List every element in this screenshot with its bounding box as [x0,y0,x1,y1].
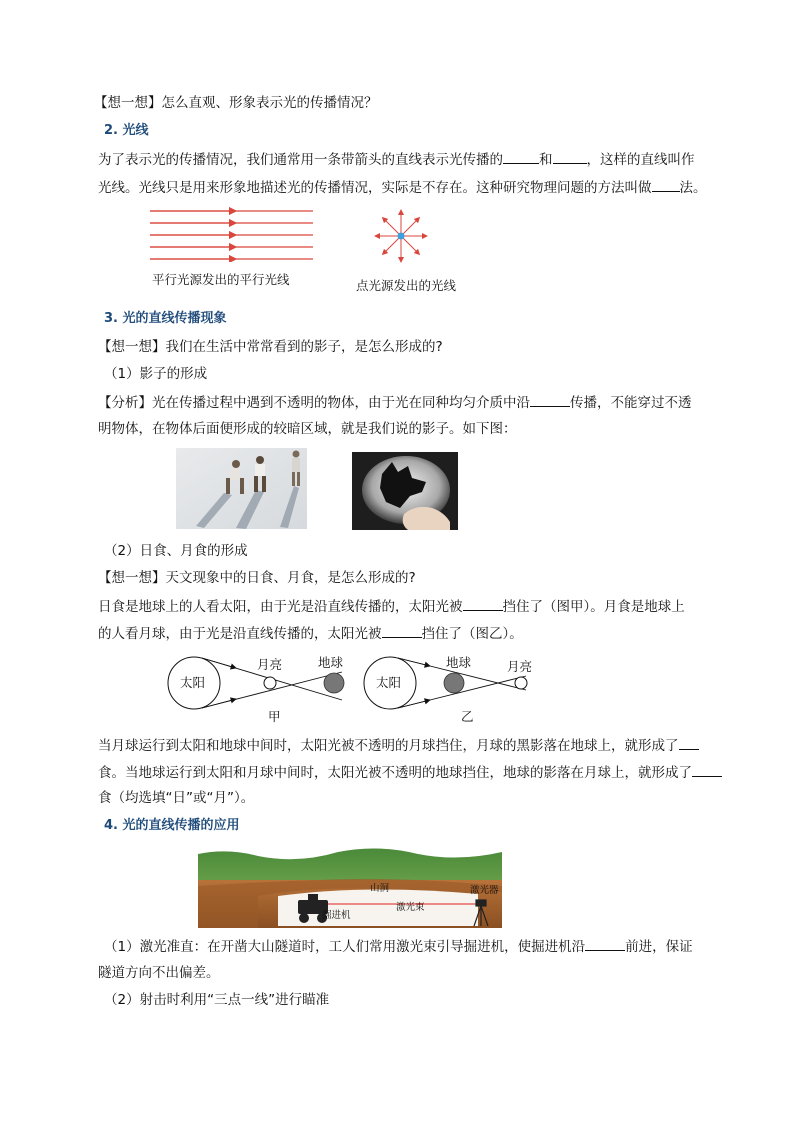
eclipse-line-2 [98,623,523,644]
tunnel-cave-label: 山洞 [370,883,390,894]
eclipse-explain-line-3: 食（均选填“日”或“月”）。 [98,790,255,806]
text-segment: 传播，不能穿过不透 [570,395,692,411]
fill-blank [679,735,699,750]
text-segment: 前进，保证 [625,939,693,955]
eclipse-explain-line-1 [98,735,699,756]
think-question-2: 【想一想】我们在生活中常常看到的影子，是怎么形成的? [98,339,443,355]
fill-blank [652,177,680,192]
paragraph-light-ray-line-2 [98,177,707,198]
eclipse-diagrams [166,650,536,730]
subheading-eclipse: （2）日食、月食的形成 [104,543,248,559]
tunnel-beam-label: 激光束 [396,902,425,913]
text-segment: 法。 [679,180,707,196]
diagram2-sun-label: 太阳 [376,675,402,690]
fill-blank [692,762,722,777]
parallel-rays-figure [148,206,318,262]
point-source-figure [374,209,428,263]
people-shadow-photo [176,448,307,529]
text-segment: ，这样的直线叫作 [586,152,695,168]
text-segment: 光线。光线只是用来形象地描述光的传播情况，实际是不存在。这种研究物理问题的方法叫做 [98,180,652,196]
hand-shadow-photo [352,452,458,530]
text-segment: 和 [539,152,553,168]
fill-blank [382,623,422,638]
diagram1-caption: 甲 [268,709,281,724]
section-2-title: 2. 光线 [104,123,149,138]
text-segment: 食。当地球运行到太阳和月球中间时，太阳光被不透明的地球挡住，地球的影落在月球上，就形成了 [98,765,692,781]
text-segment: 日食是地球上的人看太阳，由于光是沿直线传播的，太阳光被 [98,599,463,615]
text-segment: 为了表示光的传播情况，我们通常用一条带箭头的直线表示光传播的 [98,152,503,168]
parallel-rays-caption: 平行光源发出的平行光线 [152,272,290,287]
diagram2-caption: 乙 [461,709,474,724]
text-segment: 【分析】光在传播过程中遇到不透明的物体，由于光在同种均匀介质中沿 [98,395,530,411]
fill-blank [503,149,539,164]
eclipse-line-1 [98,596,685,617]
text-segment: 当月球运行到太阳和地球中间时，太阳光被不透明的月球挡住，月球的黑影落在地球上，就形成了 [98,738,679,754]
section-4-title: 4. 光的直线传播的应用 [104,818,240,833]
application-1-line-2: 隧道方向不出偏差。 [98,965,220,981]
point-source-caption: 点光源发出的光线 [356,278,457,293]
diagram1-earth-label: 地球 [318,655,344,670]
diagram2-moon-label: 月亮 [507,659,533,674]
analysis-line-2: 明物体，在物体后面便形成的较暗区域，就是我们说的影子。如下图： [98,421,517,437]
analysis-line-1 [98,392,692,413]
application-2: （2）射击时利用“三点一线”进行瞄准 [104,992,330,1008]
application-1-line-1 [104,936,693,957]
text-segment: 的人看月球，由于光是沿直线传播的，太阳光被 [98,626,382,642]
tunnel-machine-label: 掘进机 [322,910,351,921]
fill-blank [530,392,570,407]
think-question-3: 【想一想】天文现象中的日食、月食，是怎么形成的? [98,570,416,586]
fill-blank [585,936,625,951]
eclipse-explain-line-2 [98,762,722,783]
diagram1-moon-label: 月亮 [257,657,283,672]
diagram1-sun-label: 太阳 [180,675,206,690]
paragraph-light-ray-line-1 [98,149,695,170]
diagram2-earth-label: 地球 [446,655,472,670]
section-3-title: 3. 光的直线传播现象 [104,311,227,326]
text-segment: （1）激光准直：在开凿大山隧道时，工人们常用激光束引导掘进机，使掘进机沿 [104,939,586,955]
fill-blank [463,596,503,611]
think-question-1: 【想一想】怎么直观、形象表示光的传播情况？ [94,95,378,111]
text-segment: 挡住了（图乙）。 [421,626,523,642]
fill-blank [553,149,587,164]
subheading-shadow: （1）影子的形成 [104,366,208,382]
text-segment: 挡住了（图甲）。月食是地球上 [502,599,685,615]
tunnel-laser-label: 激光器 [470,885,499,896]
